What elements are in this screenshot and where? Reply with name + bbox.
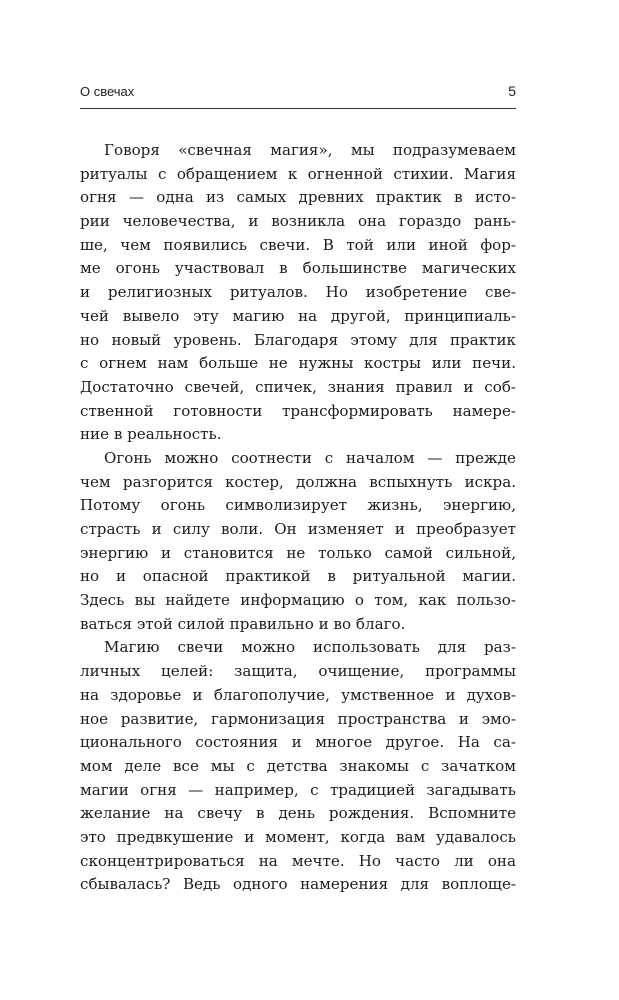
text-line: энергию и становится не только самой сильной,: [80, 543, 516, 562]
paragraph: [80, 636, 516, 897]
text-line: чей вывело эту магию на другой, принципиаль-: [80, 306, 516, 325]
text-line: ние в реальность.: [80, 425, 222, 444]
text-line: ваться этой силой правильно и во благо.: [80, 614, 406, 633]
paragraph: [80, 139, 516, 447]
text-line: рии человечества, и возникла она гораздо рань-: [80, 212, 516, 231]
header-rule: [80, 108, 516, 109]
text-line: но новый уровень. Благодаря этому для практик: [80, 330, 516, 349]
text-line: сконцентрироваться на мечте. Но часто ли она: [80, 851, 516, 870]
text-line: ное развитие, гармонизация пространства и эмо-: [80, 709, 516, 728]
text-line: на здоровье и благополучие, умственное и духов-: [80, 685, 516, 704]
text-line: магии огня — например, с традицией загадывать: [80, 780, 516, 799]
text-line: с огнем нам больше не нужны костры или печи.: [80, 354, 516, 373]
text-line: Здесь вы найдете информацию о том, как пользо-: [80, 591, 516, 610]
text-line: чем разгорится костер, должна вспыхнуть искра.: [80, 472, 516, 491]
page-number: 5: [508, 83, 516, 99]
text-line: но и опасной практикой в ритуальной магии.: [80, 567, 516, 586]
text-line: мом деле все мы с детства знакомы с зачатком: [80, 756, 516, 775]
text-line: огня — одна из самых древних практик в исто-: [80, 188, 516, 207]
text-line: желание на свечу в день рождения. Вспомните: [80, 804, 516, 823]
text-line: ритуалы с обращением к огненной стихии. Магия: [80, 164, 516, 183]
body-text: [80, 139, 516, 897]
text-line: это предвкушение и момент, когда вам удавалось: [80, 827, 516, 846]
page-header: [80, 84, 516, 104]
text-line: Магию свечи можно использовать для раз-: [104, 638, 516, 657]
text-line: ционального состояния и многое другое. На са-: [80, 733, 516, 752]
text-line: личных целей: защита, очищение, программы: [80, 662, 516, 681]
text-line: Достаточно свечей, спичек, знания правил и соб-: [80, 377, 516, 396]
text-line: и религиозных ритуалов. Но изобретение све-: [80, 283, 516, 302]
text-line: ственной готовности трансформировать намере-: [80, 401, 516, 420]
text-line: сбывалась? Ведь одного намерения для воплоще-: [80, 875, 516, 894]
running-head: О свечах: [80, 84, 135, 99]
text-line: Потому огонь символизирует жизнь, энергию,: [80, 496, 516, 515]
text-line: Говоря «свечная магия», мы подразумеваем: [104, 141, 516, 159]
text-line: Огонь можно соотнести с началом — прежде: [104, 448, 516, 467]
paragraph: [80, 447, 516, 637]
text-line: ме огонь участвовал в большинстве магических: [80, 259, 516, 278]
text-line: ше, чем появились свечи. В той или иной фор-: [80, 235, 516, 254]
text-line: страсть и силу воли. Он изменяет и преобразует: [80, 520, 516, 538]
